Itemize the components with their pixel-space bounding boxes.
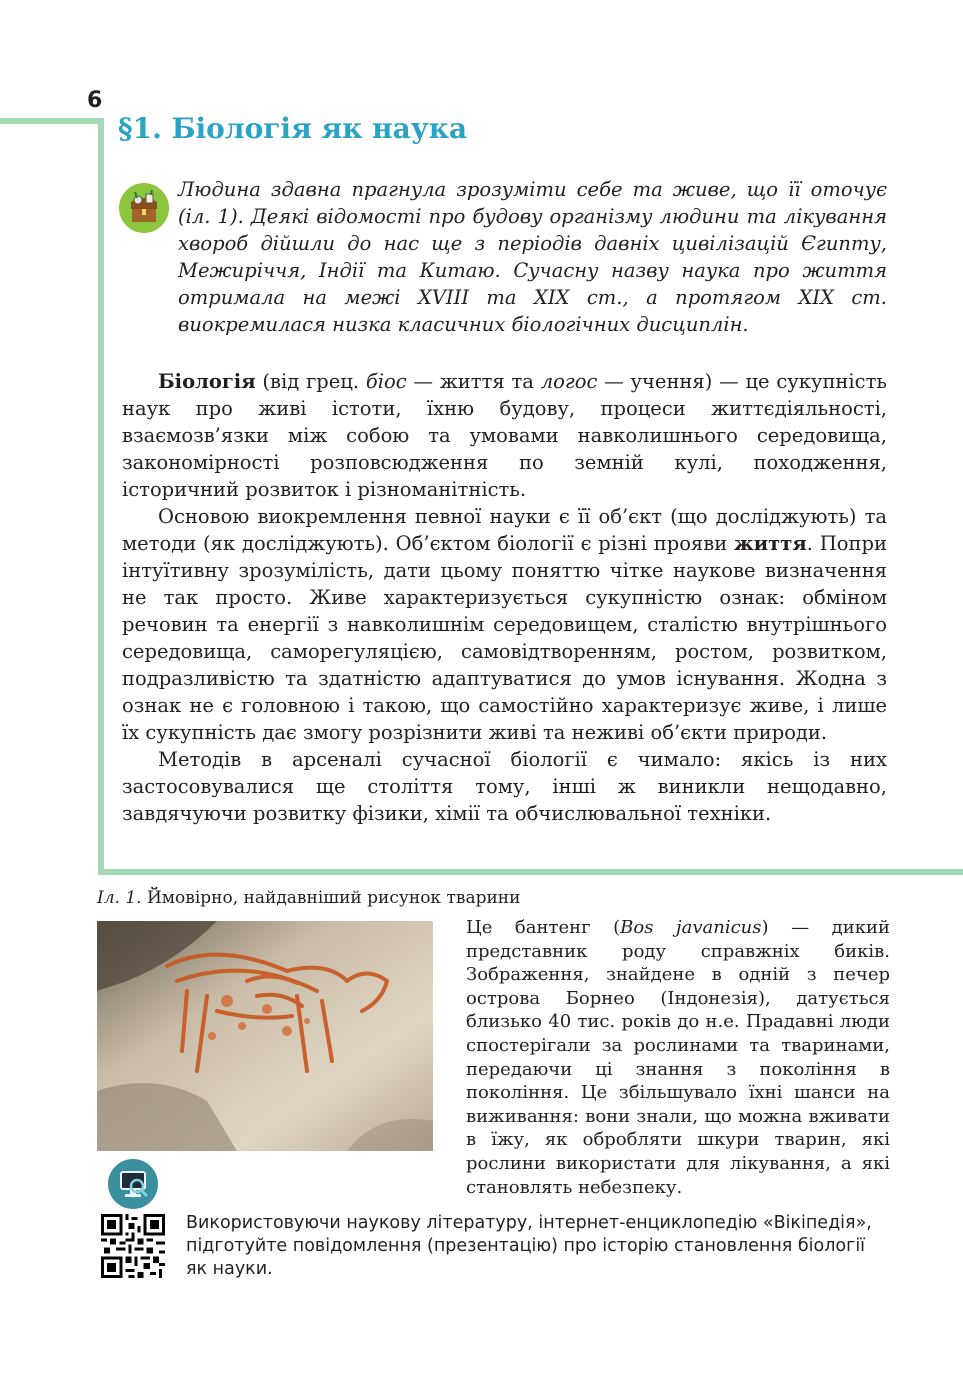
main-text bbox=[122, 368, 887, 827]
frame-top-border bbox=[0, 118, 104, 124]
term-biology: Біологія bbox=[158, 370, 256, 393]
figure-caption: Іл. 1. Ймовірно, найдавніший рисунок тварини bbox=[97, 888, 521, 908]
frame-bottom-border bbox=[98, 869, 963, 875]
illustration-description: Це бантенг (Bos javanicus) — дикий представник роду справжніх биків. Зображення, знайдене в одній з печер острова Борнео (Індонезія), датується близько 40 тис. років до н.е. Прадавні люди спостерігали за рослинами та тваринами, передаючи ці знання з покоління в покоління. Це збільшувало їхні шанси на виживання: вони знали, що можна вживати в їжу, як обробляти шкури тварин, які рослини використати для лікування, а які становлять небезпеку. bbox=[466, 917, 891, 1198]
paragraph-life-object: Основою виокремлення певної науки є її об’єкт (що досліджують) та методи (як досліджують). Об’єктом біології є різні прояви життя. Попри інтуїтивну зрозумілість, дати цьому поняттю чітке наукове визначення не так просто. Живе характеризується сукупністю ознак: обміном речовин та енергії з навколишнім середовищем, сталістю внутрішнього середовища, саморегуляцією, самовідтворенням, ростом, розвитком, подразливістю та здатністю адаптуватися до умов існування. Жодна з ознак не є головною і такою, що самостійно характеризує живе, і лише їх сукупність дає змогу розрізнити живі та неживі об’єкти природи. bbox=[122, 505, 888, 744]
paragraph-methods: Методів в арсеналі сучасної біології є чимало: якісь із них застосовувалися ще століття тому, інші ж виникли нещодавно, завдячуючи розвитку фізики, хімії та обчислювальної техніки. bbox=[122, 748, 887, 825]
frame-left-border bbox=[98, 118, 104, 875]
page-number: 6 bbox=[87, 88, 103, 113]
term-life: життя bbox=[734, 532, 807, 555]
cave-painting-image bbox=[97, 921, 433, 1151]
qr-code-icon[interactable] bbox=[101, 1214, 165, 1278]
task-text: Використовуючи наукову літературу, інтернет-енциклопедію «Вікіпедія», підготуйте повідомлення (презентацію) про історію становлення біології як науки. bbox=[186, 1213, 872, 1279]
paragraph-biology-definition: Біологія (від грец. біос — життя та логос — учення) — це сукупність наук про живі істоти, їхню будову, процеси життєдіяльності, взаємозв’язки між собою та умовами навколишнього середовища, закономірності розповсюдження по земній кулі, походження, історичний розвиток і різноманітність. bbox=[122, 370, 887, 501]
intro-text bbox=[122, 176, 887, 338]
latin-name: Bos javanicus bbox=[620, 917, 762, 938]
section-title: §1. Біологія як наука bbox=[118, 112, 468, 145]
computer-search-icon bbox=[107, 1158, 159, 1210]
intro-paragraph: Людина здавна прагнула зрозуміти себе та живе, що її оточує (іл. 1). Деякі відомості про будову організму людини та лікування хвороб дійшли до нас ще з періодів давніх цивілізацій Єгипту, Межиріччя, Індії та Китаю. Сучасну назву наука про життя отримала на межі XVIII та XIX ст., а протягом XIX ст. виокремилася низка класичних біологічних дисциплін. bbox=[178, 178, 887, 336]
